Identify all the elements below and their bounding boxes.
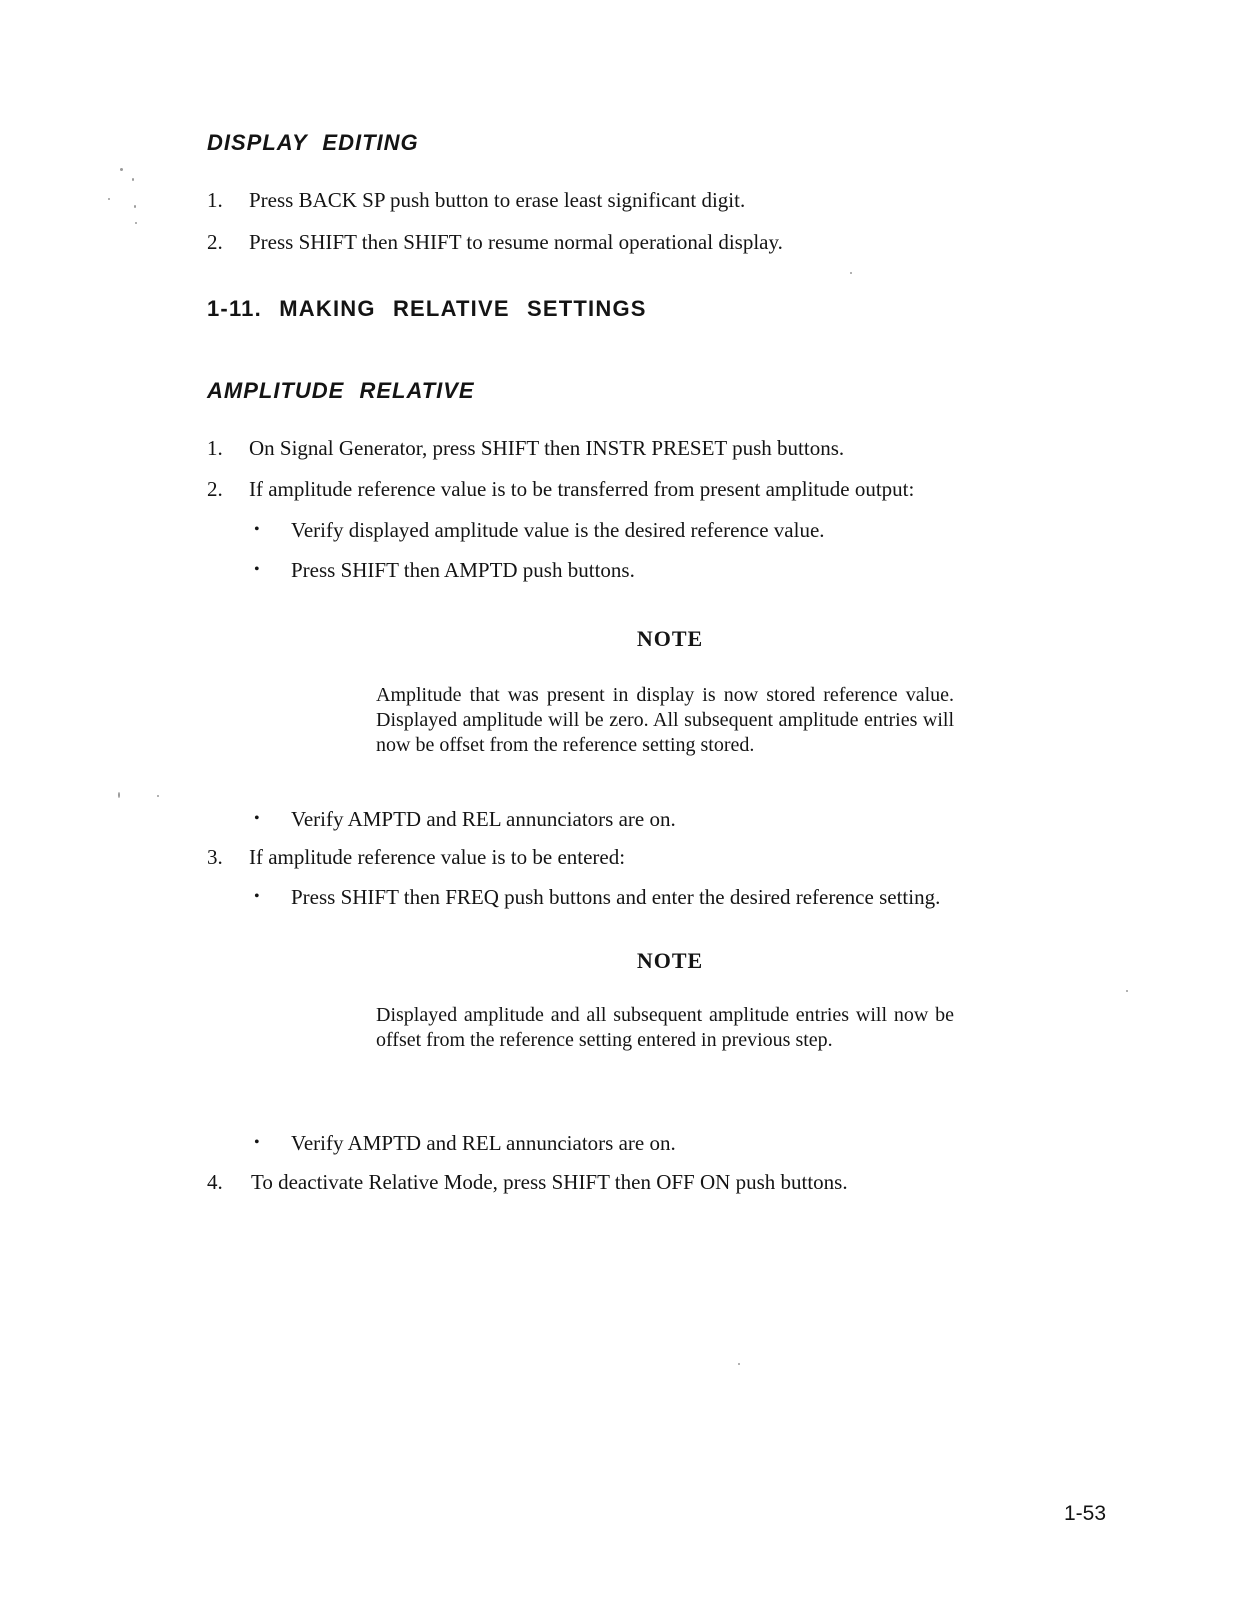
step-text: Press BACK SP push button to erase least significant digit.	[249, 188, 746, 212]
bullet-text: Verify AMPTD and REL annunciators are on.	[291, 807, 676, 831]
scan-speck	[850, 272, 852, 274]
step-number: 2.	[207, 230, 223, 254]
bullet-text: Press SHIFT then FREQ push buttons and enter the desired reference setting.	[291, 885, 941, 909]
bullet-glyph: •	[254, 1134, 260, 1151]
bullet-text: Verify displayed amplitude value is the desired reference value.	[291, 518, 825, 542]
step-number: 1.	[207, 188, 223, 212]
bullet-glyph: •	[254, 561, 260, 578]
step-number: 2.	[207, 477, 223, 501]
scan-speck	[134, 205, 136, 208]
step-text: If amplitude reference value is to be entered:	[249, 845, 626, 869]
step-text: To deactivate Relative Mode, press SHIFT then OFF ON push buttons.	[251, 1170, 848, 1194]
note-body: Amplitude that was present in display is now stored reference value. Displayed amplitude will be zero. All subsequent amplitude entries will now be offset from the reference setting stored.	[376, 684, 954, 756]
section-heading: 1-11. MAKING RELATIVE SETTINGS	[207, 296, 647, 321]
bullet-glyph: •	[254, 888, 260, 905]
step-number: 4.	[207, 1170, 223, 1194]
step-text: On Signal Generator, press SHIFT then INSTR PRESET push buttons.	[249, 436, 845, 460]
bullet-text: Press SHIFT then AMPTD push buttons.	[291, 558, 635, 582]
step-number: 1.	[207, 436, 223, 460]
bullet-text: Verify AMPTD and REL annunciators are on.	[291, 1131, 676, 1155]
display-editing-heading: DISPLAY EDITING	[207, 130, 419, 155]
bullet-glyph: •	[254, 521, 260, 538]
step-text: Press SHIFT then SHIFT to resume normal operational display.	[249, 230, 783, 254]
note-title: NOTE	[636, 626, 704, 651]
scan-speck	[118, 792, 120, 798]
amplitude-relative-heading: AMPLITUDE RELATIVE	[207, 378, 475, 403]
note-title: NOTE	[636, 948, 704, 973]
page-number: 1-53	[1064, 1502, 1107, 1525]
scan-speck	[135, 222, 137, 224]
step-number: 3.	[207, 845, 223, 869]
scan-speck	[1126, 990, 1128, 992]
scan-speck	[157, 795, 159, 797]
bullet-glyph: •	[254, 810, 260, 827]
scan-speck	[738, 1363, 740, 1365]
scan-speck	[120, 168, 123, 171]
note-body: Displayed amplitude and all subsequent amplitude entries will now be offset from the reference setting entered in previous step.	[376, 1004, 954, 1051]
step-text: If amplitude reference value is to be transferred from present amplitude output:	[249, 477, 915, 501]
scan-speck	[132, 178, 134, 181]
scan-speck	[108, 198, 110, 200]
